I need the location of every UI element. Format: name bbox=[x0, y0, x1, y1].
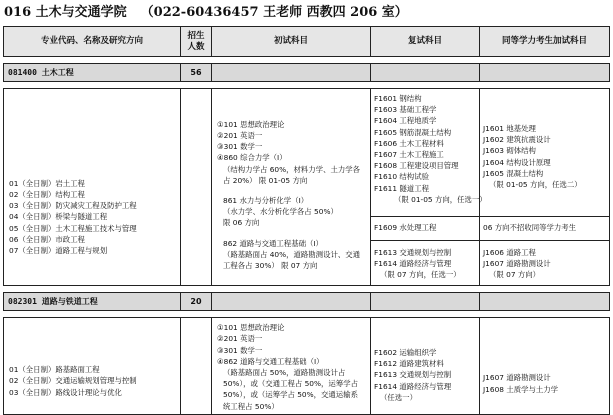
subject-line: ④860 综合力学（Ⅰ） bbox=[217, 153, 287, 163]
initial-subjects bbox=[212, 89, 371, 286]
major-row-road-rail bbox=[4, 293, 610, 311]
major-detail-civil bbox=[4, 89, 610, 286]
subject-line: ②201 英语一 bbox=[217, 334, 263, 344]
major-row-civil bbox=[4, 64, 610, 82]
retest-item: F1611 隧道工程 bbox=[374, 183, 429, 193]
contact-info: （022-60436457 王老师 西教四 206 室） bbox=[140, 5, 408, 20]
direction-item: 01（全日制）路基路面工程 bbox=[9, 365, 100, 375]
col-header-retest: 复试科目 bbox=[371, 27, 480, 57]
col-header-quota bbox=[181, 27, 212, 57]
major-code-name: 082301 道路与铁道工程 bbox=[4, 293, 181, 311]
equivalent-item: J1608 土质学与土力学 bbox=[483, 384, 559, 394]
col-header-direction: 专业代码、名称及研究方向 bbox=[4, 27, 181, 57]
retest-item: F1605 钢筋混凝土结构 bbox=[374, 127, 452, 137]
subject-line: ①101 思想政治理论 bbox=[217, 119, 285, 129]
equivalent-subjects bbox=[480, 318, 610, 415]
retest-subjects bbox=[371, 89, 487, 286]
subject-line: 861 水力与分析化学（Ⅰ） bbox=[223, 196, 309, 205]
admissions-table bbox=[3, 26, 610, 415]
retest-item: F1612 道路建筑材料 bbox=[374, 359, 444, 369]
direction-list bbox=[4, 89, 181, 286]
direction-item: 03（全日制）路线设计理论与优化 bbox=[9, 387, 122, 397]
retest-group bbox=[371, 89, 487, 217]
retest-item: F1603 基础工程学 bbox=[374, 105, 437, 115]
retest-item: F1609 水处理工程 bbox=[374, 223, 437, 232]
retest-item: F1602 运输组织学 bbox=[374, 347, 437, 357]
retest-item: F1614 道路经济与管理 bbox=[374, 259, 452, 269]
retest-item: F1608 工程建设项目管理 bbox=[374, 161, 459, 171]
equivalent-group bbox=[480, 89, 609, 217]
equivalent-item: （限 07 方向） bbox=[489, 270, 541, 280]
subject-detail: （路基路面占 50%，道路勘测设计占 bbox=[223, 368, 346, 377]
subject-line: ④862 道路与交通工程基础（Ⅰ） bbox=[217, 356, 324, 366]
major-quota: 20 bbox=[181, 293, 212, 311]
subject-detail: 50%），或（运筹学占 50%，交通运输系 bbox=[223, 390, 358, 400]
direction-item: 01（全日制）岩土工程 bbox=[9, 178, 85, 188]
equivalent-item: 06 方向不招收同等学力考生 bbox=[483, 223, 577, 232]
subject-detail: （结构力学占 60%，材料力学、土力学各 bbox=[223, 164, 361, 174]
direction-item: 04（全日制）桥梁与隧道工程 bbox=[9, 212, 108, 222]
retest-item: F1606 土木工程材料 bbox=[374, 138, 444, 148]
subject-line: ③301 数学一 bbox=[217, 142, 263, 152]
page-title bbox=[4, 2, 609, 24]
retest-item: F1607 土木工程施工 bbox=[374, 150, 444, 160]
equivalent-item: J1607 道路勘测设计 bbox=[483, 373, 551, 383]
subject-detail: 50%），或（交通工程占 50%，运筹学占 bbox=[223, 379, 358, 389]
retest-item: F1613 交通规划与控制 bbox=[374, 248, 452, 257]
direction-item: 07（全日制）道路工程与规划 bbox=[9, 246, 108, 255]
equivalent-group bbox=[480, 241, 609, 281]
initial-subjects bbox=[212, 318, 371, 415]
school-name: 016 土木与交通学院 bbox=[4, 5, 127, 20]
subject-line: ①101 思想政治理论 bbox=[217, 323, 285, 333]
retest-item: F1613 交通规划与控制 bbox=[374, 370, 452, 380]
subject-line: ③301 数学一 bbox=[217, 345, 263, 355]
equivalent-group bbox=[480, 217, 609, 241]
major-code-name: 081400 土木工程 bbox=[4, 64, 181, 82]
equivalent-item: J1606 道路工程 bbox=[483, 248, 536, 257]
direction-item: 02（全日制）交通运输规划管理与控制 bbox=[9, 376, 137, 386]
quota-cell bbox=[181, 89, 212, 286]
equivalent-subjects bbox=[480, 89, 610, 286]
equivalent-item: J1603 砌体结构 bbox=[483, 146, 536, 156]
subject-detail: （路基路面占 40%，道路勘测设计、交通 bbox=[223, 249, 361, 259]
header-row bbox=[4, 27, 610, 57]
col-header-quota-text: 招生人数 bbox=[187, 30, 205, 52]
subject-line: ②201 英语一 bbox=[217, 130, 263, 140]
quota-cell bbox=[181, 318, 212, 415]
equivalent-item: J1607 道路勘测设计 bbox=[483, 259, 551, 269]
col-header-equivalent: 同等学力考生加试科目 bbox=[480, 27, 610, 57]
major-detail-road-rail bbox=[4, 318, 610, 415]
direction-item: 02（全日制）结构工程 bbox=[9, 189, 85, 199]
direction-item: 05（全日制）土木工程施工技术与管理 bbox=[9, 223, 137, 233]
retest-item: （限 01-05 方向，任选一） bbox=[394, 194, 487, 204]
retest-item: F1614 道路经济与管理 bbox=[374, 381, 452, 391]
retest-subjects bbox=[371, 318, 480, 415]
retest-item: F1601 钢结构 bbox=[374, 94, 422, 103]
equivalent-item: J1602 建筑抗震设计 bbox=[483, 135, 551, 145]
retest-group bbox=[371, 241, 479, 281]
equivalent-item: J1605 混凝土结构 bbox=[483, 168, 544, 178]
subject-detail: 占 20%） 限 01-05 方向 bbox=[223, 175, 308, 185]
subject-line: 862 道路与交通工程基础（Ⅰ） bbox=[223, 238, 323, 248]
equivalent-item: J1601 地基处理 bbox=[483, 124, 536, 133]
subject-detail: 统工程占 50%） bbox=[223, 401, 279, 411]
direction-list bbox=[4, 318, 181, 415]
subject-detail: 工程各占 30%） 限 07 方向 bbox=[223, 261, 318, 271]
col-header-initial: 初试科目 bbox=[212, 27, 371, 57]
retest-item: （任选一） bbox=[380, 392, 417, 402]
major-quota: 56 bbox=[181, 64, 212, 82]
equivalent-item: （限 01-05 方向，任选二） bbox=[489, 180, 582, 190]
equivalent-item: J1604 结构设计原理 bbox=[483, 157, 551, 167]
subject-detail: 限 06 方向 bbox=[223, 218, 260, 228]
retest-group bbox=[371, 217, 479, 241]
direction-item: 06（全日制）市政工程 bbox=[9, 234, 85, 244]
direction-item: 03（全日制）防灾减灾工程及防护工程 bbox=[9, 201, 137, 211]
subject-detail: （水力学、水分析化学各占 50%） bbox=[223, 207, 338, 217]
retest-item: （限 07 方向，任选一） bbox=[380, 270, 461, 280]
retest-item: F1604 工程地质学 bbox=[374, 116, 437, 126]
retest-item: F1610 结构试验 bbox=[374, 172, 429, 182]
